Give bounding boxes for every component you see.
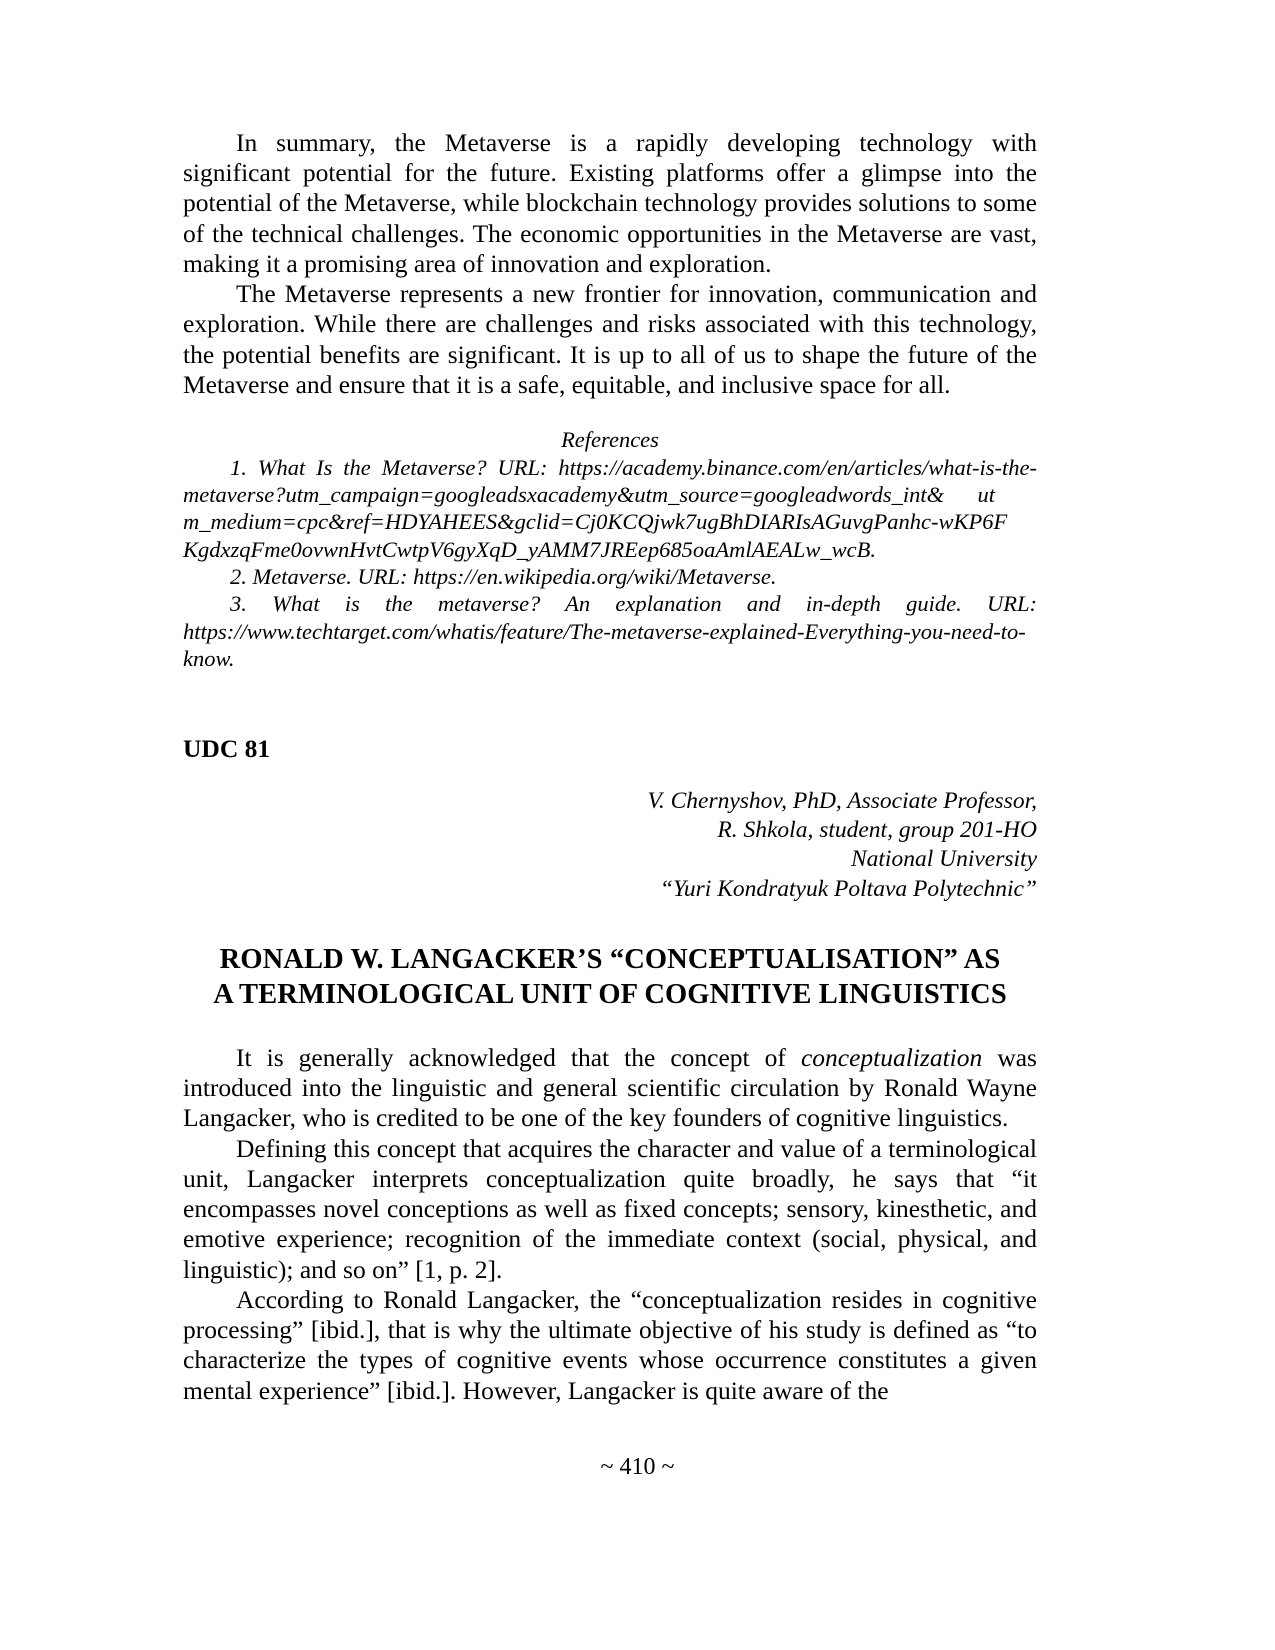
- reference-1-line-2-left: metaverse?utm_campaign=googleadsxacademy&utm_source=googleadwords_int&: [183, 481, 945, 507]
- reference-3-line-1: 3. What is the metaverse? An explanation and in-depth guide. URL:: [230, 591, 1037, 617]
- author-line-1: V. Chernyshov, PhD, Associate Professor,: [647, 787, 1037, 814]
- author-line-4: “Yuri Kondratyuk Poltava Polytechnic”: [659, 875, 1037, 902]
- article-paragraph-2: Defining this concept that acquires the character and value of a terminological unit, Langacker interprets conceptualization quite broadly, he says that “it encompasses novel conceptions as well as fixed concepts; sensory, kinesthetic, and emotive experience; recognition of the immediate context (social, physical, and linguistic); and so on” [1, p. 2].: [183, 1133, 1037, 1284]
- article-paragraph-1-part-2: was introduced into the linguistic and general scientific circulation by Ronald Wayne Langacker, who is credited to be one of the key founders of cognitive linguistics.: [183, 1043, 1037, 1133]
- article-paragraph-1-part-1: It is generally acknowledged that the concept of: [236, 1043, 801, 1073]
- udc-code: UDC 81: [183, 734, 271, 764]
- reference-3-line-2: https://www.techtarget.com/whatis/feature/The-metaverse-explained-Everything-you-need-to-: [183, 618, 1026, 644]
- page-number: ~ 410 ~: [600, 1454, 675, 1481]
- article-title: [183, 904, 1037, 1013]
- reference-3-line-3: know.: [183, 645, 235, 671]
- reference-1-line-3: m_medium=cpc&ref=HDYAHEES&gclid=Cj0KCQjwk7ugBhDIARIsAGuvgPanhc-wKP6F: [183, 509, 1008, 535]
- references-heading: References: [561, 427, 659, 453]
- page-content: [183, 128, 1037, 1406]
- article-title-line-2: A TERMINOLOGICAL UNIT OF COGNITIVE LINGUISTICS: [213, 979, 1007, 1011]
- intro-paragraph-2: The Metaverse represents a new frontier for innovation, communication and exploration. While there are challenges and risks associated with this technology, the potential benefits are significant. It is up to all of us to shape the future of the Metaverse and ensure that it is a safe, equitable, and inclusive space for all.: [183, 279, 1037, 399]
- references-section: [183, 400, 1037, 672]
- reference-1-line-4: KgdxzqFme0ovwnHvtCwtpV6gyXqD_yAMM7JREep685oaAmlAEALw_wcB.: [183, 536, 876, 562]
- title-spacer: [183, 1013, 1037, 1043]
- author-line-3: National University: [850, 846, 1037, 873]
- reference-1-line-1: 1. What Is the Metaverse? URL: https://academy.binance.com/en/articles/what-is-the-: [230, 454, 1037, 480]
- reference-1-line-2-right: ut: [977, 481, 995, 507]
- article-paragraph-1-emphasis: conceptualization: [800, 1043, 983, 1073]
- author-block: [183, 765, 1037, 904]
- author-line-2: R. Shkola, student, group 201-HO: [717, 817, 1037, 844]
- article-paragraph-3: According to Ronald Langacker, the “conceptualization resides in cognitive processing” [ibid.], that is why the ultimate objective of his study is defined as “to characterize the types of cognitive events whose occurrence constitutes a given mental experience” [ibid.]. However, Langacker is quite aware of the: [183, 1284, 1037, 1405]
- article-paragraph-1: [183, 1043, 1037, 1134]
- reference-1-line-2: [183, 481, 1037, 508]
- intro-paragraph-1: In summary, the Metaverse is a rapidly developing technology with significant potential for the future. Existing platforms offer a glimpse into the potential of the Metaverse, while blockchain technology provides solutions to some of the technical challenges. The economic opportunities in the Metaverse are vast, making it a promising area of innovation and exploration.: [183, 128, 1037, 278]
- reference-2: 2. Metaverse. URL: https://en.wikipedia.org/wiki/Metaverse.: [230, 563, 777, 589]
- article-title-line-1: RONALD W. LANGACKER’S “CONCEPTUALISATION” AS: [219, 943, 1001, 975]
